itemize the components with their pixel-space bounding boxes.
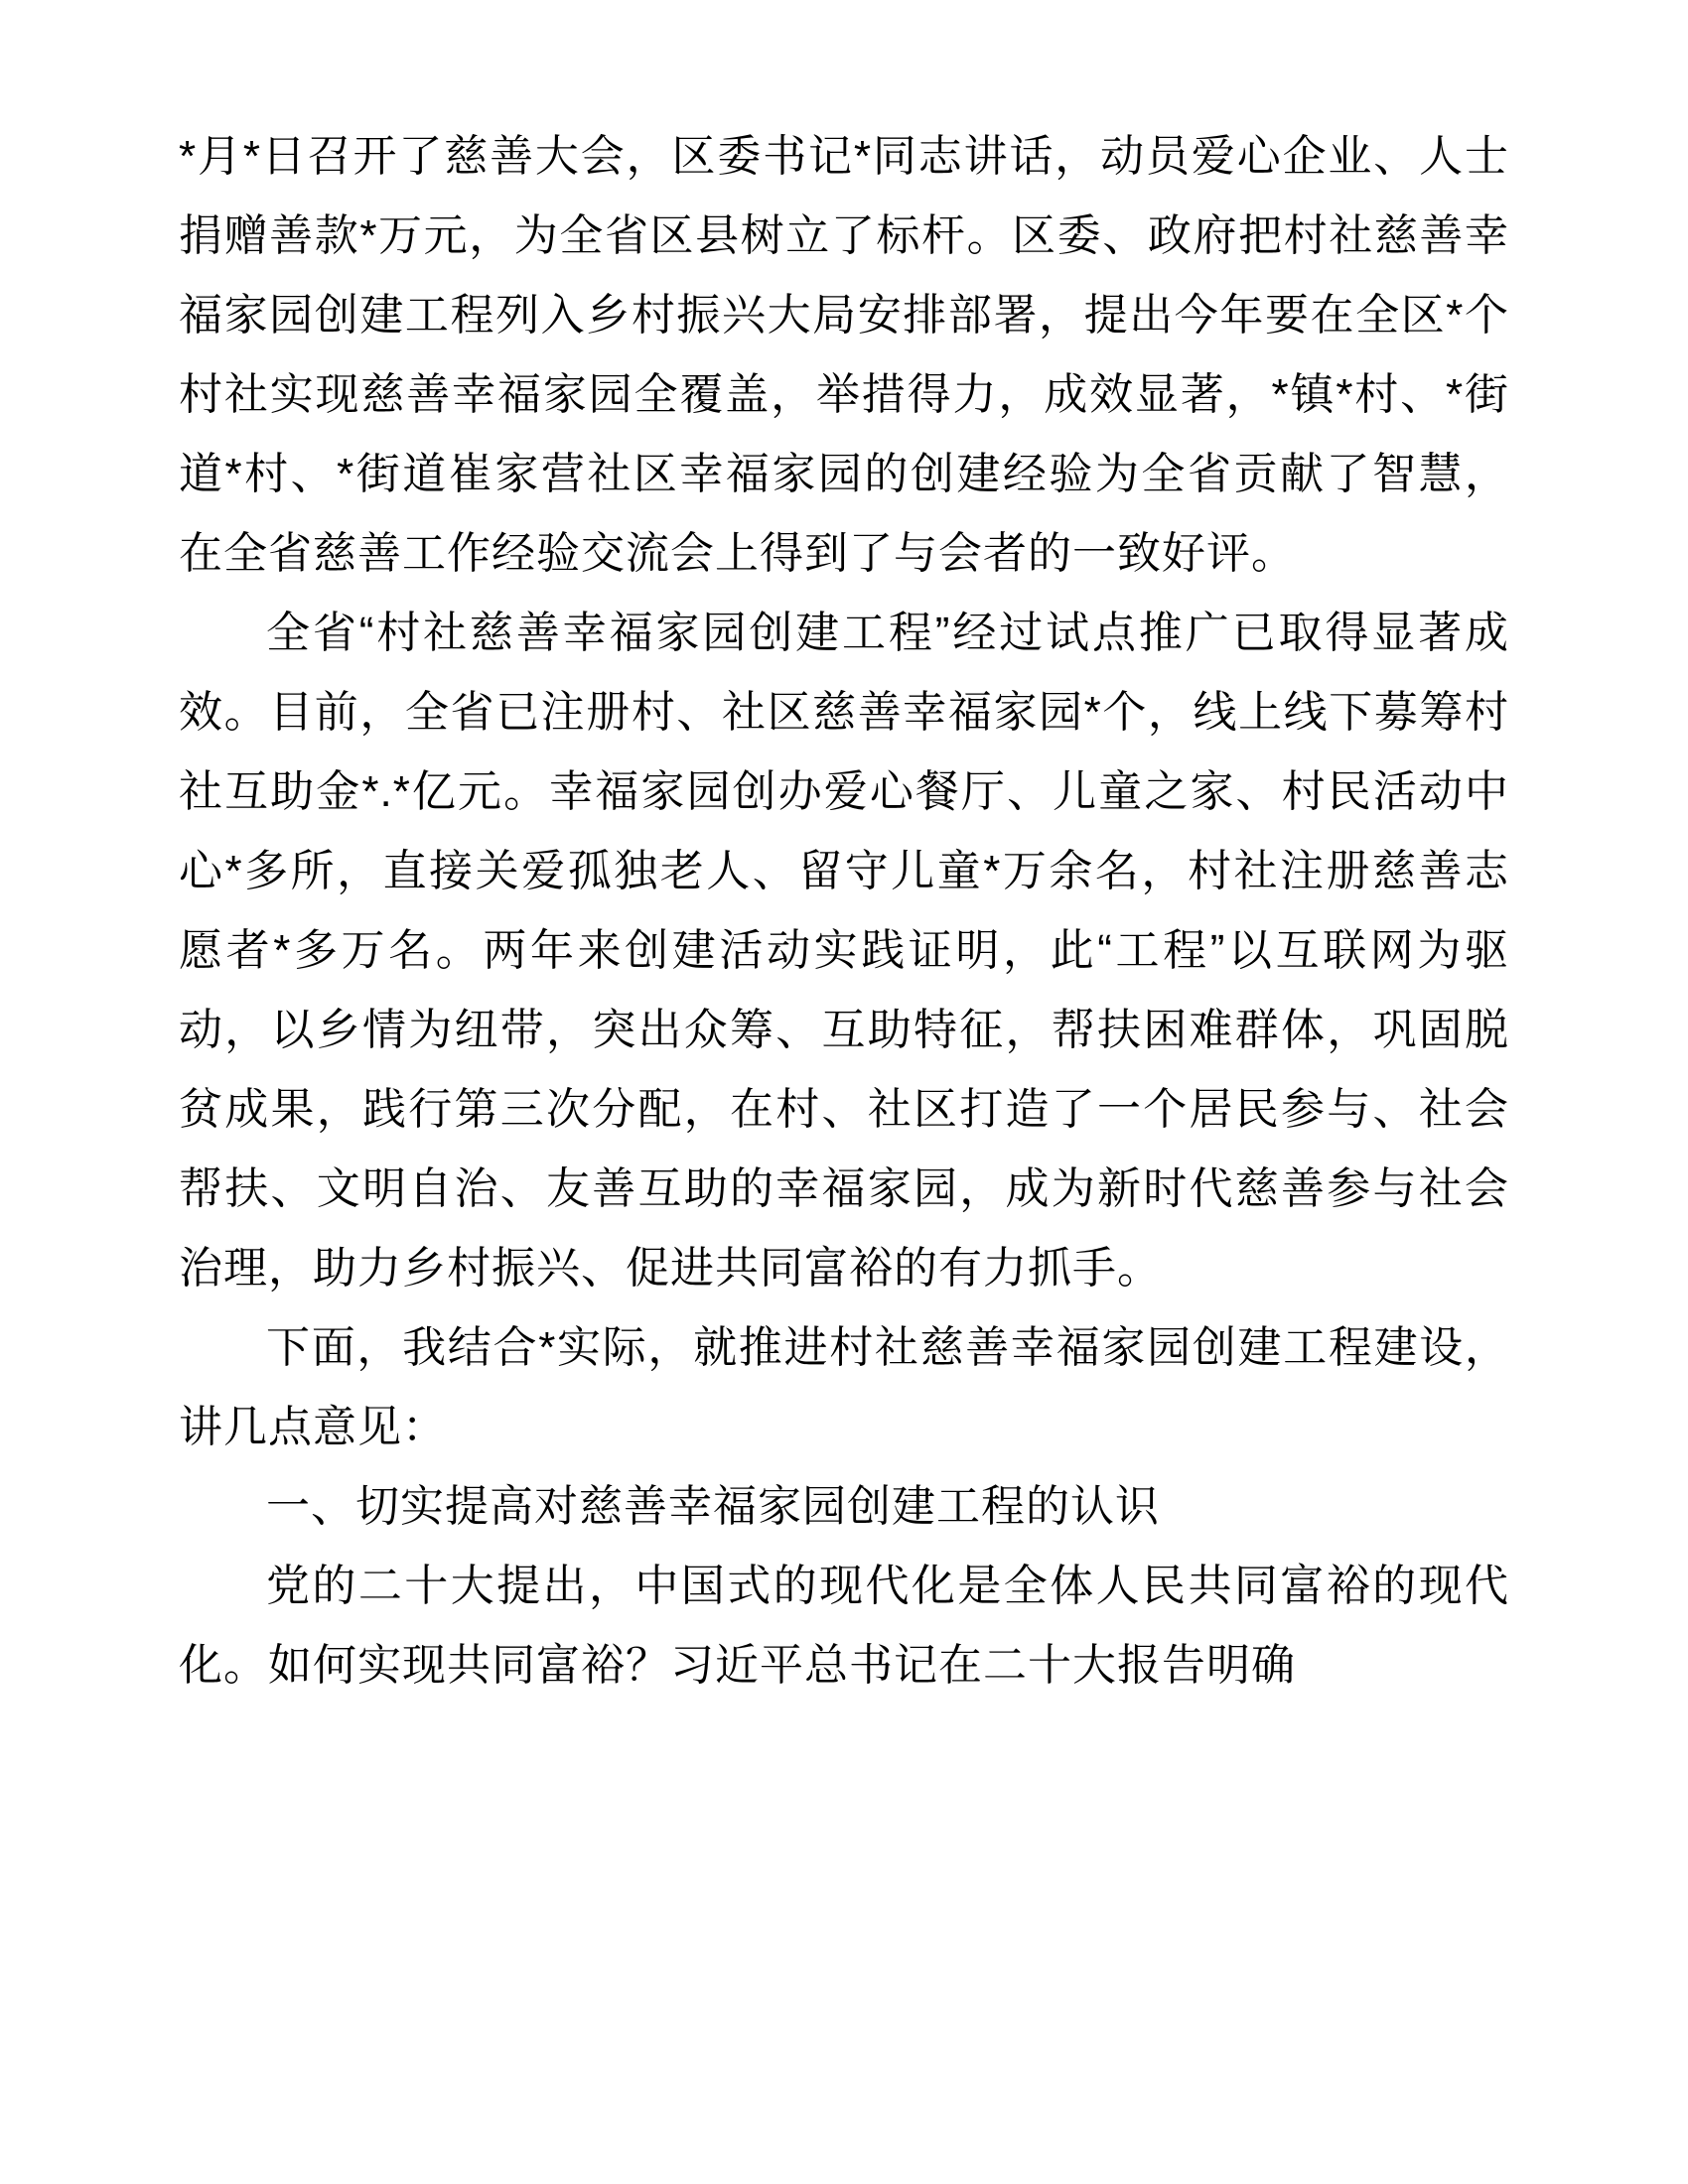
paragraph: 党的二十大提出，中国式的现代化是全体人民共同富裕的现代化。如何实现共同富裕？习近平总书记在二十大报告明确 bbox=[179, 1562, 1509, 1690]
section-heading: 一、切实提高对慈善幸福家园创建工程的认识 bbox=[266, 1482, 1160, 1531]
paragraph: *月*日召开了慈善大会，区委书记*同志讲话，动员爱心企业、人士捐赠善款*万元，为全省区县树立了标杆。区委、政府把村社慈善幸福家园创建工程列入乡村振兴大局安排部署，提出今年要在全区*个村社实现慈善幸福家园全覆盖，举措得力，成效显著，*镇*村、*街道*村、*街道崔家营社区幸福家园的创建经验为全省贡献了智慧，在全省慈善工作经验交流会上得到了与会者的一致好评。 bbox=[179, 132, 1509, 578]
paragraph: 全省“村社慈善幸福家园创建工程”经过试点推广已取得显著成效。目前，全省已注册村、社区慈善幸福家园*个，线上线下募筹村社互助金*.*亿元。幸福家园创办爱心餐厅、儿童之家、村民活动中心*多所，直接关爱孤独老人、留守儿童*万余名，村社注册慈善志愿者*多万名。两年来创建活动实践证明，此“工程”以互联网为驱动，以乡情为纽带，突出众筹、互助特征，帮扶困难群体，巩固脱贫成果，践行第三次分配，在村、社区打造了一个居民参与、社会帮扶、文明自治、友善互助的幸福家园，成为新时代慈善参与社会治理，助力乡村振兴、促进共同富裕的有力抓手。 bbox=[179, 609, 1509, 1293]
paragraph: 下面，我结合*实际，就推进村社慈善幸福家园创建工程建设，讲几点意见： bbox=[179, 1323, 1509, 1451]
